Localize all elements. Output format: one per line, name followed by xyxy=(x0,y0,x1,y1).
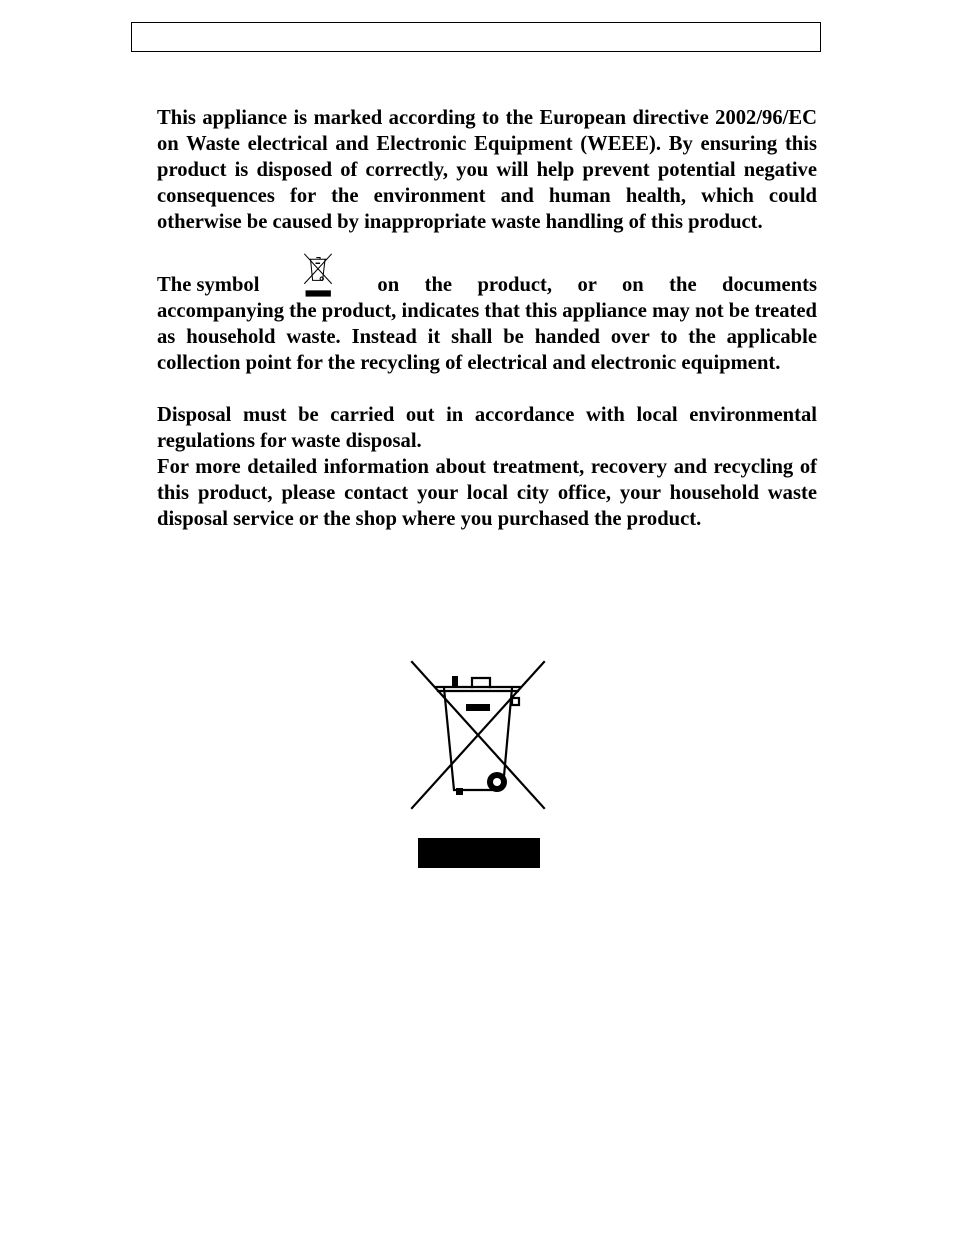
symbol-paragraph xyxy=(157,261,817,376)
symbol-line xyxy=(157,261,817,298)
symbol-rest-text: accompanying the product, indicates that this appliance may not be treated as household waste. Instead it shall be handed over to the applicable collection point for the recycling of electrical and electronic equipment. xyxy=(157,300,817,374)
disposal-paragraph: Disposal must be carried out in accordance with local environmental regulations for waste disposal. xyxy=(157,404,817,452)
header-box xyxy=(131,22,821,52)
document-body xyxy=(157,105,817,532)
symbol-tail-text: on the product, or on the documents xyxy=(377,274,817,296)
information-paragraph: For more detailed information about treatment, recovery and recycling of this product, please contact your local city office, your household waste disposal service or the shop where you purchased the product. xyxy=(157,456,817,530)
weee-crossed-bin-icon xyxy=(408,658,548,870)
weee-directive-paragraph: This appliance is marked according to the European directive 2002/96/EC on Waste electrical and Electronic Equipment (WEEE). By ensuring this product is disposed of correctly, you will help prevent potential negative consequences for the environment and human health, which could otherwise be caused by inappropriate waste handling of this product. xyxy=(157,107,817,233)
weee-crossed-bin-icon xyxy=(303,253,333,297)
symbol-lead-text: The symbol xyxy=(157,274,260,296)
